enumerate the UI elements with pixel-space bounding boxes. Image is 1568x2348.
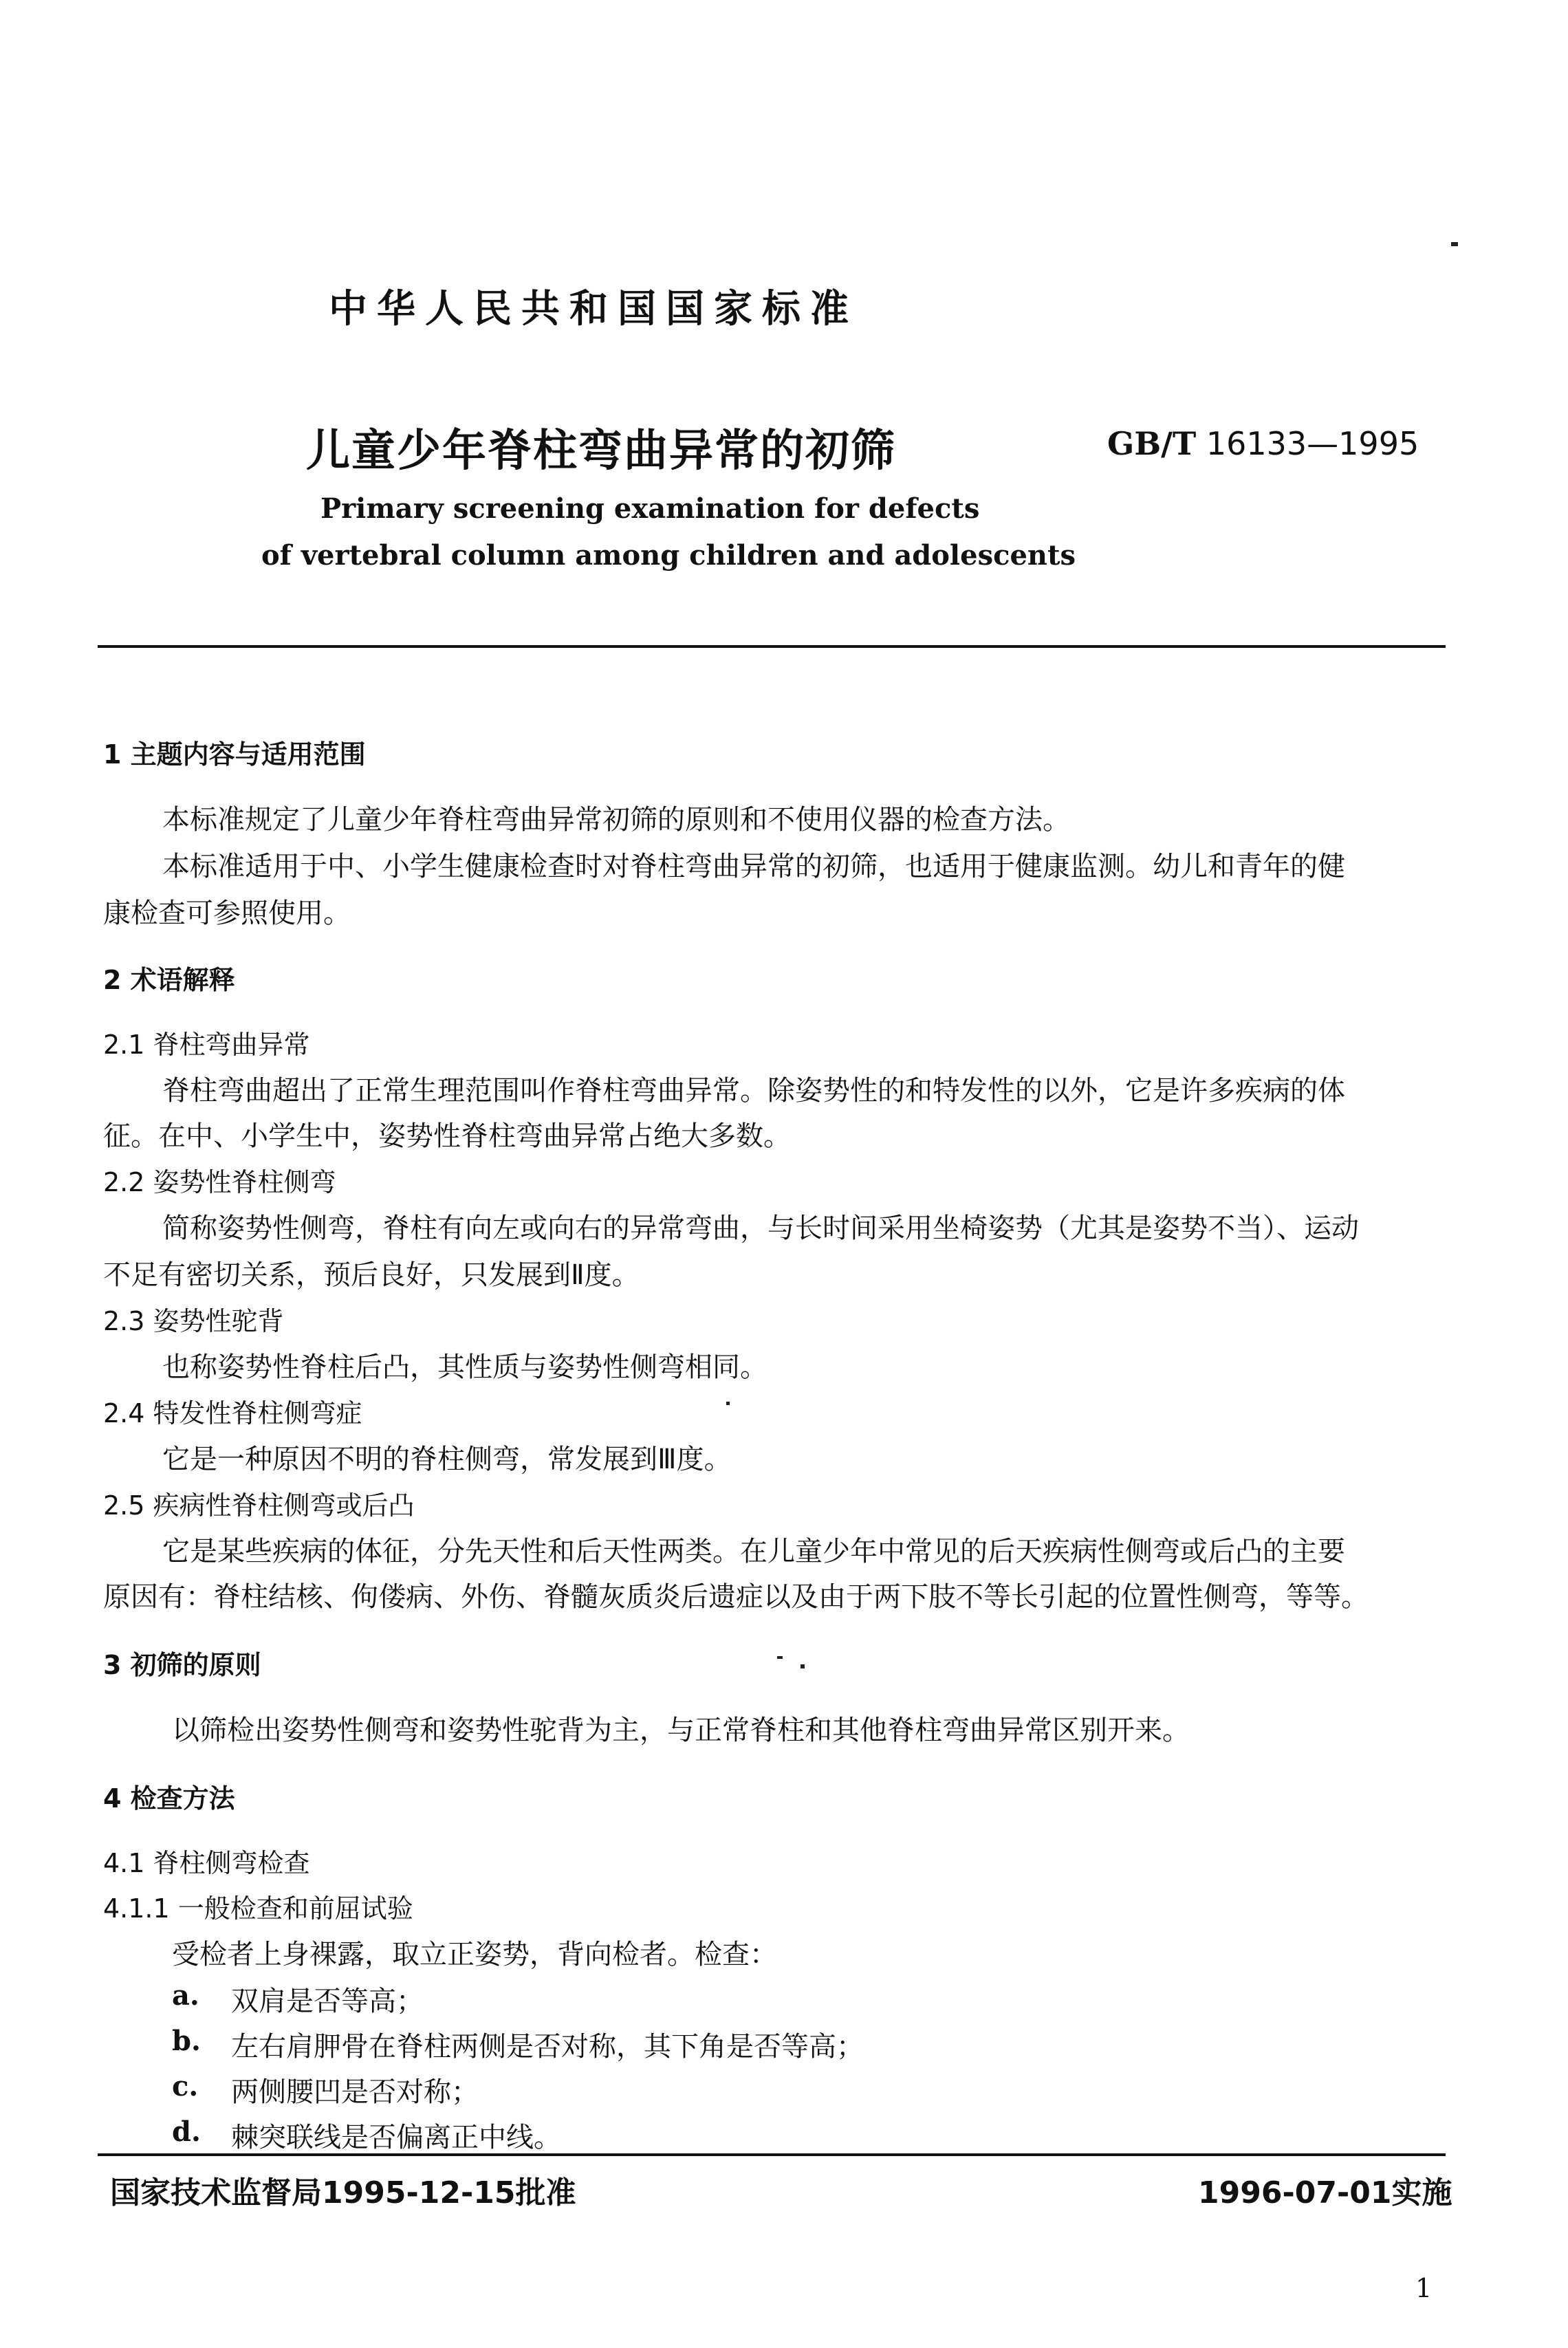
list-item-text: 两侧腰凹是否对称； (231, 2076, 479, 2108)
list-item-label: b. (172, 2025, 201, 2057)
section-2-3-para-a: 也称姿势性脊柱后凸，其性质与姿势性侧弯相同。 (162, 1351, 767, 1383)
section-4-1-1-intro: 受检者上身裸露，取立正姿势，背向检者。检查： (172, 1939, 777, 1970)
list-item-label: c. (172, 2070, 199, 2102)
header-divider (98, 645, 1446, 648)
section-4-1-title: 4.1 脊柱侧弯检查 (103, 1848, 310, 1878)
list-item-label: a. (172, 1979, 199, 2012)
list-item-text: 左右肩胛骨在脊柱两侧是否对称，其下角是否等高； (231, 2031, 864, 2063)
section-1-para-2a: 本标准适用于中、小学生健康检查时对脊柱弯曲异常的初筛，也适用于健康监测。幼儿和青年的健 (162, 851, 1345, 882)
scan-speck (1451, 242, 1458, 246)
footer-divider (98, 2153, 1446, 2156)
scan-speck (777, 1656, 783, 1659)
section-4-heading: 4 检查方法 (103, 1783, 235, 1814)
section-2-2-para-a: 简称姿势性侧弯，脊柱有向左或向右的异常弯曲，与长时间采用坐椅姿势（尤其是姿势不当）、运动 (162, 1213, 1359, 1244)
list-item-text: 双肩是否等高； (231, 1986, 424, 2017)
section-1-para-1: 本标准规定了儿童少年脊柱弯曲异常初筛的原则和不使用仪器的检查方法。 (162, 804, 1070, 836)
section-3-para-1: 以筛检出姿势性侧弯和姿势性驼背为主，与正常脊柱和其他脊柱弯曲异常区别开来。 (172, 1715, 1190, 1746)
section-2-1-title: 2.1 脊柱弯曲异常 (103, 1030, 310, 1060)
section-2-5-para-a: 它是某些疾病的体征，分先天性和后天性两类。在儿童少年中常见的后天疾病性侧弯或后凸的主要 (162, 1536, 1345, 1567)
page-number: 1 (1415, 2273, 1433, 2303)
section-2-5-title: 2.5 疾病性脊柱侧弯或后凸 (103, 1490, 415, 1521)
section-2-1-para-a: 脊柱弯曲超出了正常生理范围叫作脊柱弯曲异常。除姿势性的和特发性的以外，它是许多疾病的体 (162, 1075, 1345, 1107)
section-2-1-para-b: 征。在中、小学生中，姿势性脊柱弯曲异常占绝大多数。 (103, 1120, 791, 1152)
section-2-heading: 2 术语解释 (103, 965, 235, 995)
standard-code-number: 16133—1995 (1206, 425, 1419, 462)
scan-speck (801, 1664, 805, 1668)
national-standard-heading: 中华人民共和国国家标准 (329, 287, 858, 331)
section-1-para-2b: 康检查可参照使用。 (103, 898, 351, 929)
section-3-heading: 3 初筛的原则 (103, 1650, 261, 1680)
section-4-1-1-title: 4.1.1 一般检查和前屈试验 (103, 1893, 413, 1924)
section-2-3-title: 2.3 姿势性驼背 (103, 1306, 284, 1336)
effective-date: 1996-07-01实施 (1198, 2175, 1452, 2210)
standard-code (1107, 425, 1419, 462)
list-item-label: d. (172, 2116, 201, 2148)
list-item-text: 棘突联线是否偏离正中线。 (231, 2122, 561, 2153)
section-1-heading: 1 主题内容与适用范围 (103, 739, 366, 770)
section-2-4-title: 2.4 特发性脊柱侧弯症 (103, 1398, 362, 1428)
scan-speck (726, 1402, 730, 1405)
section-2-4-para-a: 它是一种原因不明的脊柱侧弯，常发展到Ⅲ度。 (162, 1444, 732, 1475)
standard-title-zh: 儿童少年脊柱弯曲异常的初筛 (306, 426, 896, 477)
standard-code-prefix: GB/T (1107, 425, 1197, 462)
section-2-5-para-b: 原因有：脊柱结核、佝偻病、外伤、脊髓灰质炎后遗症以及由于两下肢不等长引起的位置性侧弯，等等。 (103, 1581, 1369, 1613)
standard-title-en-line2: of vertebral column among children and adolescents (261, 539, 1076, 572)
section-2-2-title: 2.2 姿势性脊柱侧弯 (103, 1167, 336, 1197)
approval-line: 国家技术监督局1995-12-15批准 (110, 2175, 576, 2210)
standard-title-en-line1: Primary screening examination for defects (320, 492, 980, 525)
section-2-2-para-b: 不足有密切关系，预后良好，只发展到Ⅱ度。 (103, 1259, 640, 1291)
